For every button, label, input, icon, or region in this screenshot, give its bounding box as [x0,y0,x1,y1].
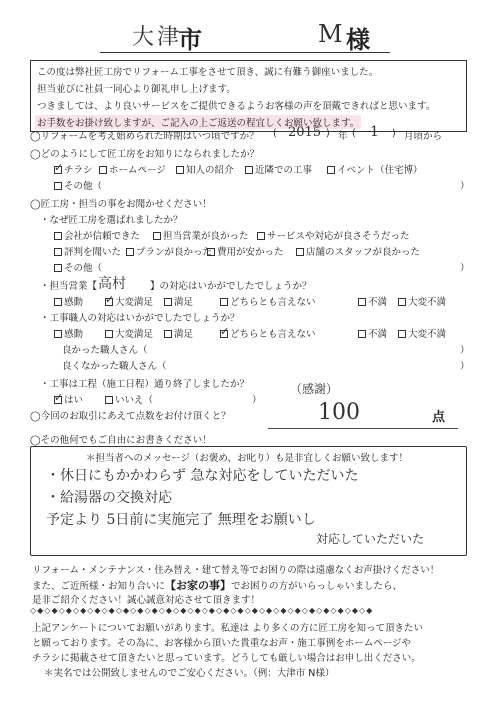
bad-craftsman-close: ） [460,361,470,372]
intro-line: つきましては、より良いサービスをご提供できるようお客様の声を頂戴できればと思います。 [37,101,436,112]
checkbox[interactable] [296,248,304,256]
q1-year-close: ) [326,128,330,139]
checkbox[interactable] [54,298,62,306]
footer-line: 是非ご紹介ください！誠心誠意対応させて頂きます！ [32,595,261,606]
rating-option[interactable]: 満足 [164,326,193,340]
q4-score-value[interactable]: 100 [318,400,360,425]
q3-option[interactable]: 店舗のスタッフが良かった [296,244,420,258]
bad-craftsman-label: 良くなかった職人さん（ [62,361,167,372]
q3-other-close: ） [460,263,470,274]
q3-question: ◯匠工房・担当の事をお聞かせください！ [30,199,212,210]
q4-score-unit: 点 [432,410,446,425]
message-line: 予定より 5日前に実施完了 無理をお願いし [46,512,316,528]
good-craftsman-label: 良かった職人さん（ [62,345,148,356]
q1-month-value: 1 [370,124,379,140]
footer-line: チラシに掲載させて頂きたいと思っています。どうしても厳しい場合はお申し出ください。 [32,653,421,664]
rating-option[interactable]: 大変満足 [105,326,153,340]
q2-option[interactable]: ホームページ [99,162,166,176]
checkbox[interactable] [164,330,172,338]
q1-month-close: ) [392,128,396,139]
checkbox[interactable] [105,396,113,404]
q4-question: ◯今回のお取引にあえて点数をお付け頂くと？ [30,411,231,422]
checkbox[interactable] [327,166,335,174]
checkbox[interactable] [54,248,62,256]
checkbox[interactable] [220,298,228,306]
rating-option[interactable]: 感動 [54,326,83,340]
customer-city-handwritten: 大津 [132,25,183,50]
rating-option[interactable]: 大変不満 [398,294,446,308]
customer-name-handwritten: M [318,20,343,48]
schedule-no[interactable]: いいえ（ [105,392,153,406]
q2-option[interactable]: 知人の紹介 [176,162,234,176]
q3-option[interactable]: プランが良かった [126,244,212,258]
checkbox[interactable] [176,166,184,174]
rating-option[interactable]: 感動 [54,294,83,308]
q4-note-handwritten: （感謝） [290,382,339,396]
checkbox[interactable] [358,330,366,338]
customer-city-label: 市 [178,26,202,54]
checkbox[interactable] [54,264,62,272]
rating-option[interactable]: 満足 [164,294,193,308]
message-line: ・休日にもかかわらず 急な対応をしていただいた [46,468,359,484]
intro-line-highlighted: お手数をお掛け致しますが、ご記入の上ご返送の程宜しくお願い致します。 [35,115,361,129]
checkbox[interactable] [257,232,265,240]
q3-sub1: ・なぜ匠工房を選ばれましたか？ [40,215,183,226]
q1-question: ◯リフォームを考え始められた時期はいつ頃ですか？ [30,131,259,142]
checkbox-checked[interactable] [54,166,62,174]
schedule-yes[interactable]: ✓はい [54,392,83,406]
q2-option[interactable]: ✓チラシ [54,162,93,176]
checkbox[interactable] [398,330,406,338]
q2-other-close: ） [460,181,470,192]
checkbox[interactable] [54,182,62,190]
checkbox[interactable] [164,298,172,306]
q2-option[interactable]: イベント（住宅博） [327,162,423,176]
good-craftsman-close: ） [460,345,470,356]
intro-line: 担当並びに社員一同心より御礼申し上げます。 [37,84,236,95]
checkbox[interactable] [398,298,406,306]
q3-option[interactable]: 担当営業が良かった [153,228,249,242]
checkbox[interactable] [54,232,62,240]
rating-option[interactable]: どちらとも言えない [220,294,316,308]
q1-year-open: ( [273,128,277,139]
footer-emphasis: 【お家の事】 [165,579,232,592]
q1-year-unit: 年 [338,131,348,142]
rating-option[interactable]: 不満 [358,294,387,308]
footer-line: また、ご近所様・お知り合いに【お家の事】でお困りの方がいらっしゃいましたら、 [32,579,403,592]
q3-sales-rep-name: 高村 [98,276,126,292]
checkbox[interactable] [105,330,113,338]
q3-option[interactable]: 費用が安かった [207,244,284,258]
footer-line: 上記アンケートについてお願いがあります。私達は より多くの方に匠工房を知って頂きたい [32,623,424,634]
footer-line: リフォーム・メンテナンス・住み替え・建て替え等でお困りの際は遠慮なくお声掛けください！ [32,565,440,576]
q4-score-underline [268,428,458,429]
q3-option-other[interactable]: その他（ [54,260,102,274]
checkbox[interactable] [126,248,134,256]
checkbox[interactable] [54,330,62,338]
checkbox[interactable] [99,166,107,174]
checkbox[interactable] [358,298,366,306]
message-box-title: ＊担当者へのメッセージ（お褒め、お叱り）も是非宜しくお願い致します！ [86,453,409,464]
message-line: ・給湯器の交換対応 [46,490,172,506]
schedule-no-close: ） [252,395,262,406]
header-underline [100,52,390,53]
rating-option[interactable]: ✓ 大変満足 [105,294,153,308]
q5-question: ◯その他何でもご自由にお書きください！ [30,435,212,446]
q3-sub3: ・工事職人の対応はいかがでしたでしょうか？ [40,313,240,324]
checkbox-checked[interactable] [54,396,62,404]
q1-month-open: ( [352,128,356,139]
checkbox-checked[interactable] [105,298,113,306]
rating-option[interactable]: ✓ どちらとも言えない [220,326,316,340]
q3-option[interactable]: 会社が信頼できた [54,228,140,242]
diamond-divider: ◇◆◇◆◇◆◇◆◇◆◇◆◇◆◇◆◇◆◇◆◇◆◇◆◇◆◇◆◇◆◇◆◇◆◇◆◇◆◇◆◇◆◇◆◇◆◇◆ [30,606,374,615]
intro-box [30,60,467,132]
message-line: 対応していただいた [316,532,425,546]
rating-option[interactable]: 不満 [358,326,387,340]
q3-option[interactable]: 評判を聞いた [54,244,121,258]
q2-option-other[interactable]: その他（ [54,178,102,192]
q1-year-value: 2015 [288,125,322,140]
checkbox[interactable] [207,248,215,256]
q3-sales-rep-post: 】の対応はいかがでしたでしょうか？ [150,281,312,292]
q3-sub4: ・工事は工程（施工日程）通り終了しましたか？ [40,379,250,390]
checkbox[interactable] [245,166,253,174]
checkbox-checked[interactable] [220,330,228,338]
customer-honorific-label: 様 [346,26,370,54]
q3-option[interactable]: サービスや対応が良さそうだった [257,228,410,242]
q3-sales-rep-pre: ・担当営業【 [40,281,98,292]
q1-month-unit: 月頃から [404,131,443,142]
q2-option[interactable]: 近隣での工事 [245,162,312,176]
footer-line: ＊実名では公開致しませんのでご安心ください。（例：大津市 N様） [44,668,335,679]
intro-line: この度は弊社匠工房でリフォーム工事をさせて頂き、誠に有難う御座いました。 [37,67,379,78]
rating-option[interactable]: 大変不満 [398,326,446,340]
footer-line: と願っております。その為に、お客様から頂いた貴重なお声・施工事例をホームページや [32,638,412,649]
checkbox[interactable] [153,232,161,240]
q2-question: ◯どのようにして匠工房をお知りになられましたか？ [30,149,260,160]
